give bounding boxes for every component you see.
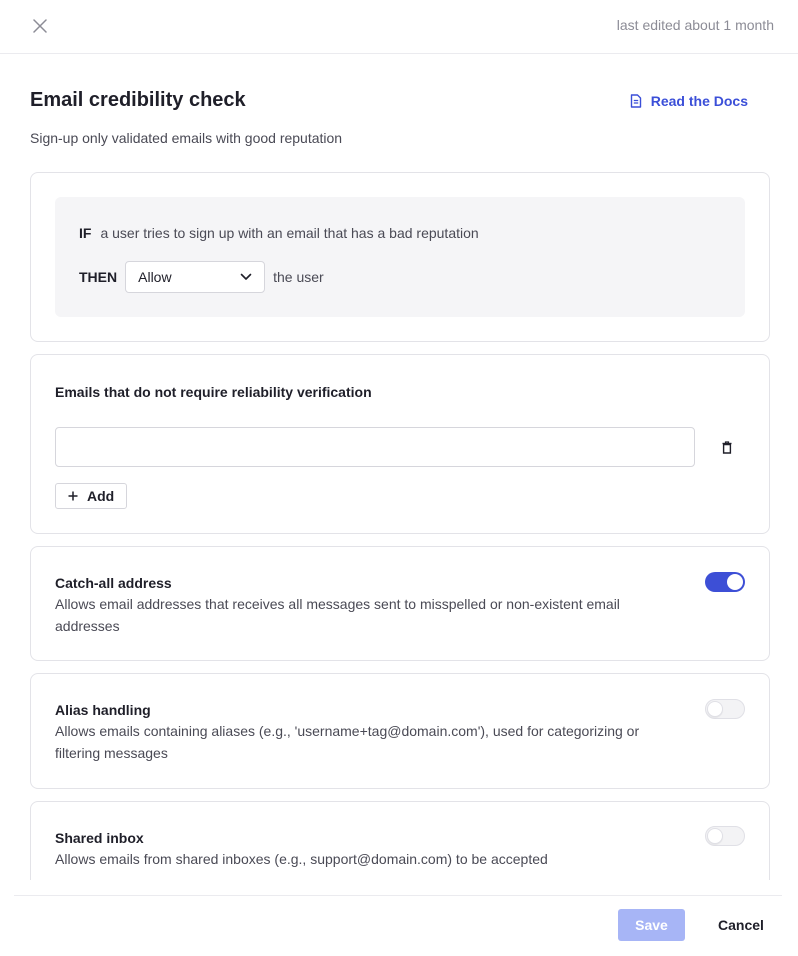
option-card-catch-all: [30, 546, 770, 661]
option-title: Alias handling: [55, 702, 151, 718]
alias-handling-toggle[interactable]: [705, 699, 745, 719]
rule-then-row: [79, 261, 324, 293]
exception-email-input[interactable]: [55, 427, 695, 467]
exceptions-card: [30, 354, 770, 534]
toggle-knob: [707, 701, 723, 717]
then-keyword: THEN: [79, 269, 118, 285]
add-button-label: Add: [87, 488, 115, 504]
plus-icon: [68, 491, 78, 501]
option-description: Allows emails containing aliases (e.g., 'username+tag@domain.com'), used for categorizing or filtering messages: [55, 723, 640, 761]
if-keyword: IF: [79, 225, 92, 241]
rule-card: [30, 172, 770, 342]
action-select[interactable]: [125, 261, 265, 293]
shared-inbox-toggle[interactable]: [705, 826, 745, 846]
read-the-docs-link[interactable]: [630, 92, 748, 110]
modal-content[interactable]: [30, 54, 770, 880]
chevron-down-icon: [240, 273, 252, 281]
option-description: Allows emails from shared inboxes (e.g., support@domain.com) to be accepted: [55, 851, 548, 867]
read-the-docs-label: Read the Docs: [650, 93, 748, 109]
close-button[interactable]: [30, 16, 50, 36]
toggle-knob: [727, 574, 743, 590]
if-condition-text: a user tries to sign up with an email that has a bad reputation: [100, 225, 479, 241]
add-exception-button[interactable]: [55, 483, 127, 509]
action-select-value: Allow: [138, 269, 172, 285]
save-button[interactable]: Save: [618, 909, 685, 941]
exceptions-title: Emails that do not require reliability verification: [55, 384, 372, 400]
page-subtitle: Sign-up only validated emails with good reputation: [30, 130, 343, 146]
rule-box: [55, 197, 745, 317]
trash-icon: [722, 441, 732, 454]
option-card-shared-inbox: [30, 801, 770, 880]
delete-exception-button[interactable]: [719, 439, 735, 455]
then-text: the user: [273, 269, 324, 285]
page-title: Email credibility check: [30, 89, 246, 111]
toggle-knob: [707, 828, 723, 844]
option-card-alias-handling: [30, 673, 770, 789]
document-icon: [630, 94, 642, 108]
option-title: Catch-all address: [55, 575, 172, 591]
option-description: Allows email addresses that receives all messages sent to misspelled or non-existent email addresses: [55, 596, 620, 634]
cancel-button[interactable]: Cancel: [704, 909, 778, 941]
last-edited-text: last edited about 1 month: [616, 17, 774, 33]
catch-all-toggle[interactable]: [705, 572, 745, 592]
option-title: Shared inbox: [55, 830, 144, 846]
footer-bar: [14, 895, 782, 956]
top-bar: [0, 0, 798, 54]
close-icon: [33, 19, 47, 33]
rule-if-row: [79, 224, 479, 242]
